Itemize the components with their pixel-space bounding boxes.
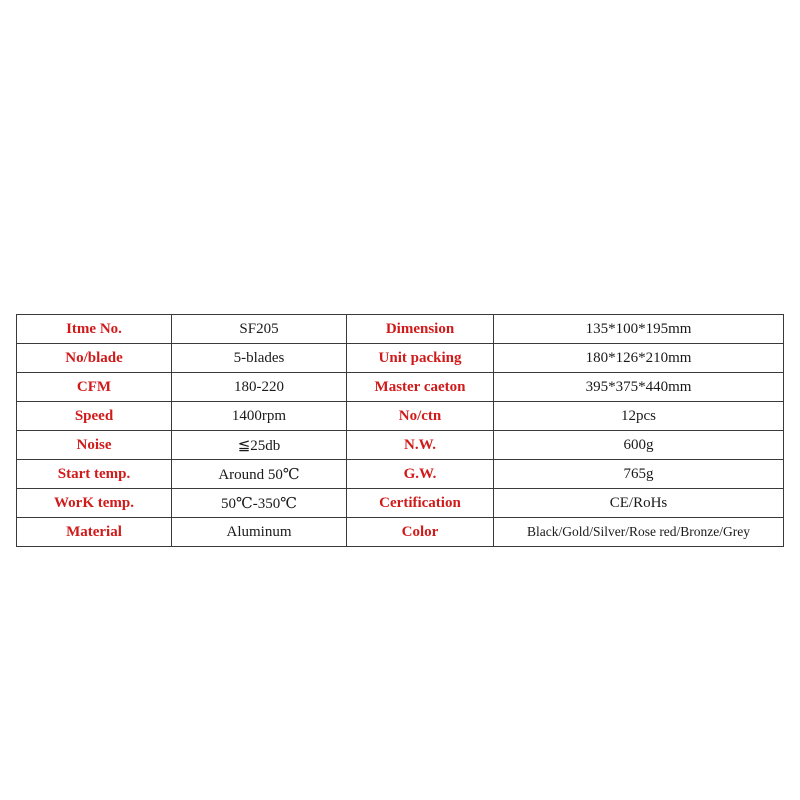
dimension-label: Dimension	[347, 315, 494, 344]
unit-packing-label: Unit packing	[347, 344, 494, 373]
table-row	[17, 373, 784, 402]
speed-value: 1400rpm	[172, 402, 347, 431]
master-carton-label: Master caeton	[347, 373, 494, 402]
net-weight-value: 600g	[494, 431, 784, 460]
gross-weight-value: 765g	[494, 460, 784, 489]
table-row	[17, 402, 784, 431]
start-temp-value: Around 50℃	[172, 460, 347, 489]
material-value: Aluminum	[172, 518, 347, 547]
cfm-label: CFM	[17, 373, 172, 402]
no-ctn-value: 12pcs	[494, 402, 784, 431]
cfm-value: 180-220	[172, 373, 347, 402]
item-no-value: SF205	[172, 315, 347, 344]
blade-label: No/blade	[17, 344, 172, 373]
table-row	[17, 344, 784, 373]
dimension-value: 135*100*195mm	[494, 315, 784, 344]
table-row	[17, 489, 784, 518]
master-carton-value: 395*375*440mm	[494, 373, 784, 402]
certification-value: CE/RoHs	[494, 489, 784, 518]
start-temp-label: Start temp.	[17, 460, 172, 489]
work-temp-value: 50℃-350℃	[172, 489, 347, 518]
speed-label: Speed	[17, 402, 172, 431]
gross-weight-label: G.W.	[347, 460, 494, 489]
table-row	[17, 315, 784, 344]
blade-value: 5-blades	[172, 344, 347, 373]
certification-label: Certification	[347, 489, 494, 518]
spec-table	[16, 314, 784, 547]
unit-packing-value: 180*126*210mm	[494, 344, 784, 373]
color-label: Color	[347, 518, 494, 547]
table-row	[17, 518, 784, 547]
noise-label: Noise	[17, 431, 172, 460]
material-label: Material	[17, 518, 172, 547]
table-row	[17, 460, 784, 489]
no-ctn-label: No/ctn	[347, 402, 494, 431]
color-value: Black/Gold/Silver/Rose red/Bronze/Grey	[494, 518, 784, 547]
noise-value: ≦25db	[172, 431, 347, 460]
work-temp-label: WorK temp.	[17, 489, 172, 518]
table-row	[17, 431, 784, 460]
net-weight-label: N.W.	[347, 431, 494, 460]
item-no-label: Itme No.	[17, 315, 172, 344]
